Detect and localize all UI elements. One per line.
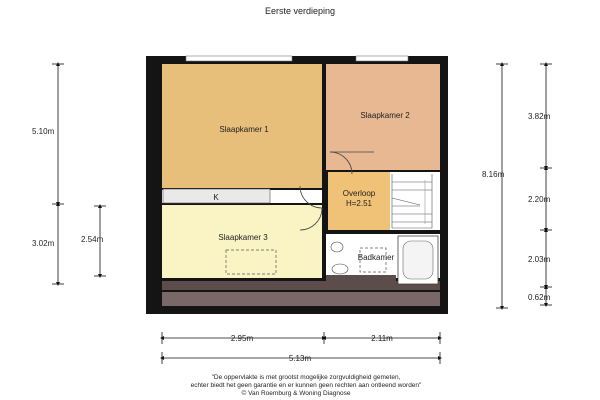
dim-right-outer (540, 64, 552, 305)
dim-right-outer-4: 0.62m (528, 293, 551, 302)
bathroom-floor-grey (326, 275, 396, 284)
dim-bottom-segments (162, 332, 440, 344)
dim-bottom-total-label: 5.13m (288, 354, 312, 363)
closet-label: K (213, 193, 219, 202)
dim-bottom-right: 2.11m (371, 334, 393, 343)
toilet-icon (331, 242, 343, 252)
label-overloop: Overloop (342, 189, 376, 198)
page-title: Eerste verdieping (264, 6, 336, 16)
sink-icon (332, 264, 348, 274)
dim-right-outer-2: 2.20m (528, 195, 551, 204)
dim-left-outer-top: 5.10m (32, 127, 55, 136)
balcony (162, 292, 440, 306)
label-badkamer: Badkamer (357, 253, 395, 262)
dim-left-inner-label: 2.54m (81, 235, 104, 244)
window-top-2 (356, 56, 408, 61)
dim-bottom-left: 2.95m (230, 334, 254, 343)
dim-left-outer-bottom: 3.02m (32, 239, 55, 248)
dim-left-outer (52, 64, 64, 284)
dim-right-outer-3: 2.03m (528, 255, 551, 264)
label-slaapkamer-3: Slaapkamer 3 (218, 233, 268, 242)
footer-line-3: © Van Roemburg & Woning Diagnose (241, 390, 351, 397)
label-overloop-height: H=2.51 (345, 199, 373, 208)
dim-right-inner-label: 8.16m (482, 170, 505, 179)
footer-line-1: "De oppervlakte is met grootst mogelijke zorgvuldigheid gemeten, (211, 374, 401, 381)
label-slaapkamer-2: Slaapkamer 2 (360, 111, 410, 120)
dim-right-outer-1: 3.82m (528, 112, 551, 121)
footer-line-2: echter biedt het geen garantie en er kunnen geen rechten aan ontleend worden" (190, 382, 422, 389)
label-slaapkamer-1: Slaapkamer 1 (219, 125, 269, 134)
window-top-1 (186, 56, 292, 61)
bathtub-inner (403, 241, 433, 279)
dim-right-inner (496, 64, 508, 308)
room-trap (390, 172, 440, 230)
